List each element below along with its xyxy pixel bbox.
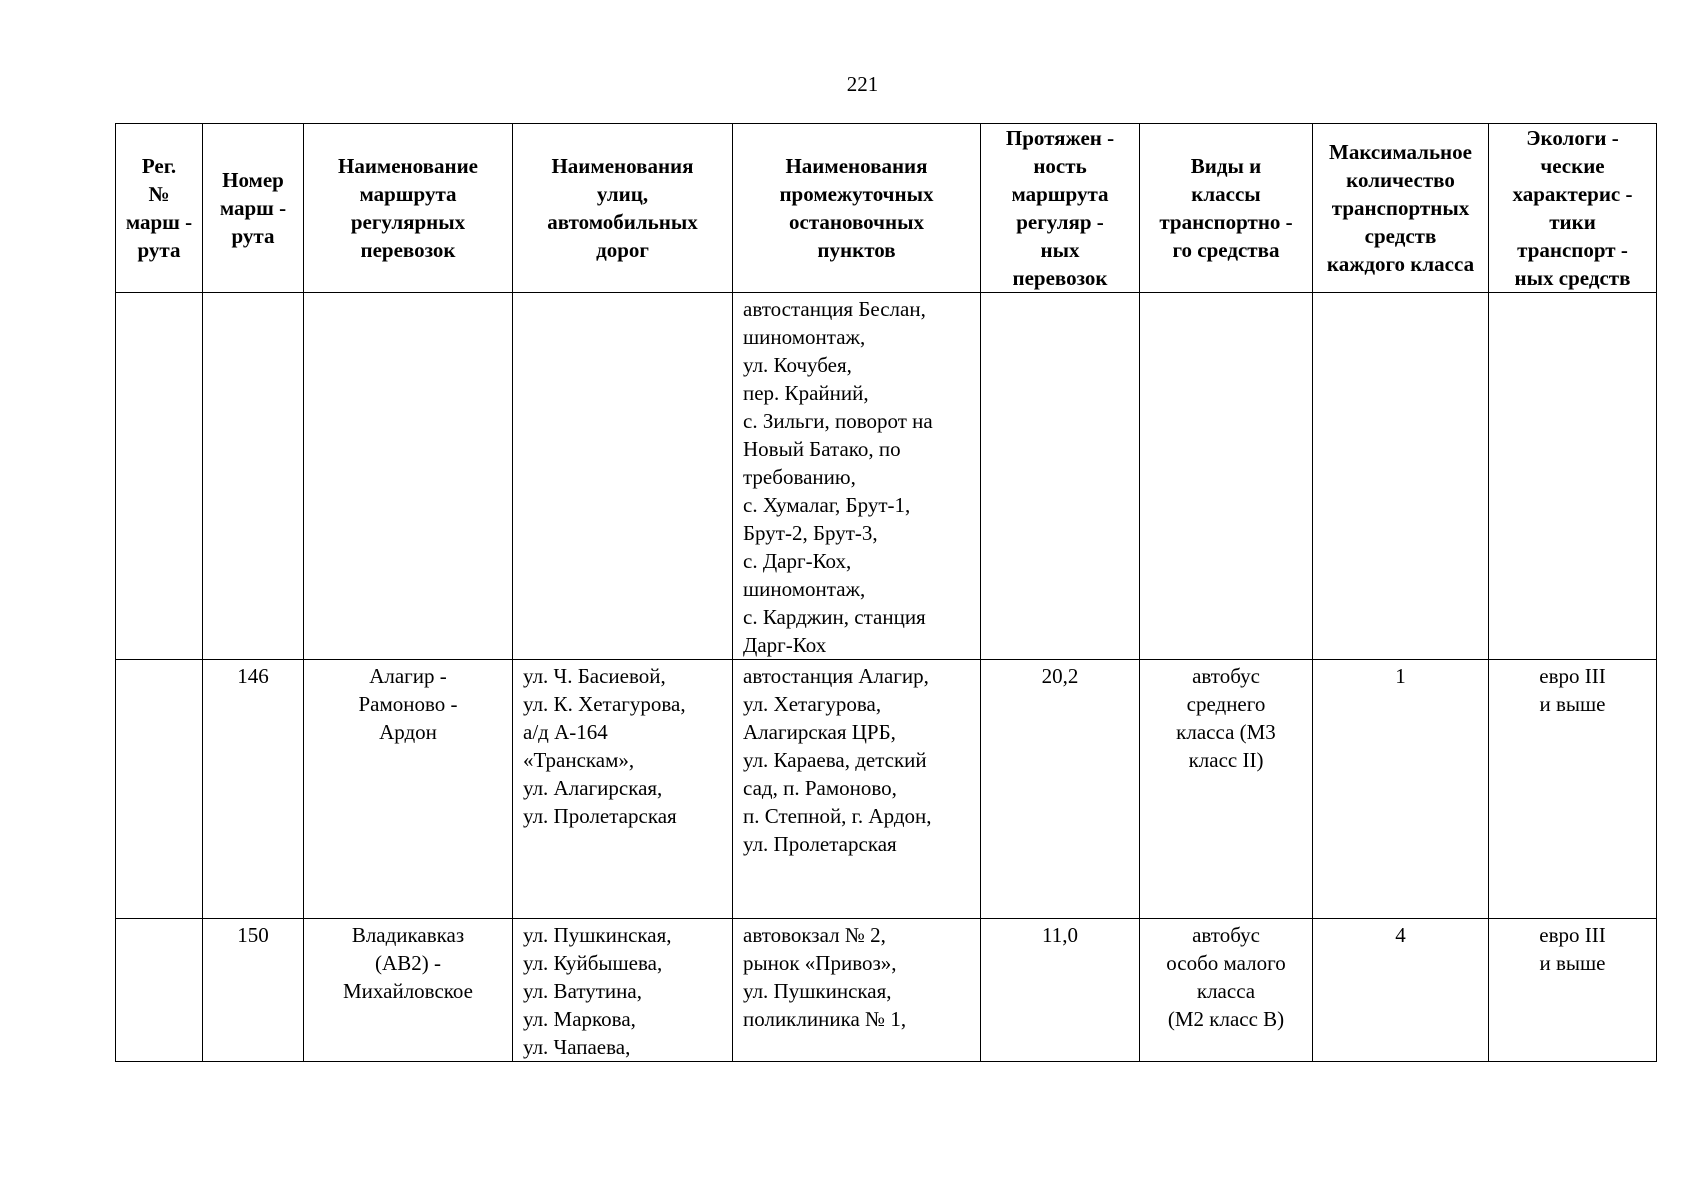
header-max-count: Максимальное количество транспортных средств каждого класса	[1313, 124, 1489, 293]
cell-length	[981, 293, 1140, 660]
header-eco-class: Экологи - ческие характерис - тики транспорт - ных средств	[1489, 124, 1657, 293]
header-route-name: Наименование маршрута регулярных перевозок	[304, 124, 513, 293]
cell-max-count: 4	[1313, 919, 1489, 1062]
cell-max-count: 1	[1313, 660, 1489, 919]
cell-eco: евро III и выше	[1489, 660, 1657, 919]
cell-number: 146	[203, 660, 304, 919]
cell-vehicle: автобус среднего класса (М3 класс II)	[1140, 660, 1313, 919]
cell-reg	[116, 919, 203, 1062]
page-number: 221	[846, 72, 879, 96]
cell-vehicle: автобус особо малого класса (М2 класс В)	[1140, 919, 1313, 1062]
cell-stops: автовокзал № 2, рынок «Привоз», ул. Пушкинская, поликлиника № 1,	[733, 919, 981, 1062]
cell-stops: автостанция Беслан, шиномонтаж, ул. Кочубея, пер. Крайний, с. Зильги, поворот на Новый Батако, по требованию, с. Хумалаг, Брут-1, Брут-2, Брут-3, с. Дарг-Кох, шиномонтаж, с. Карджин, станция Дарг-Кох	[733, 293, 981, 660]
cell-reg	[116, 660, 203, 919]
cell-number	[203, 293, 304, 660]
cell-number: 150	[203, 919, 304, 1062]
header-streets: Наименования улиц, автомобильных дорог	[513, 124, 733, 293]
header-route-number: Номер марш - рута	[203, 124, 304, 293]
cell-stops: автостанция Алагир, ул. Хетагурова, Алагирская ЦРБ, ул. Караева, детский сад, п. Рамоново, п. Степной, г. Ардон, ул. Пролетарская	[733, 660, 981, 919]
header-length: Протяжен - ность маршрута регуляр - ных перевозок	[981, 124, 1140, 293]
cell-streets: ул. Ч. Басиевой, ул. К. Хетагурова, а/д А-164 «Транскам», ул. Алагирская, ул. Пролетарская	[513, 660, 733, 919]
cell-streets: ул. Пушкинская, ул. Куйбышева, ул. Ватутина, ул. Маркова, ул. Чапаева,	[513, 919, 733, 1062]
cell-route-name	[304, 293, 513, 660]
header-reg-number: Рег. № марш - рута	[116, 124, 203, 293]
cell-length: 20,2	[981, 660, 1140, 919]
cell-max-count	[1313, 293, 1489, 660]
cell-eco: евро III и выше	[1489, 919, 1657, 1062]
header-stops: Наименования промежуточных остановочных пунктов	[733, 124, 981, 293]
routes-table	[115, 123, 1657, 1062]
table-row	[116, 293, 1657, 660]
cell-reg	[116, 293, 203, 660]
cell-eco	[1489, 293, 1657, 660]
table-row	[116, 660, 1657, 919]
cell-route-name: Владикавказ (АВ2) - Михайловское	[304, 919, 513, 1062]
cell-streets	[513, 293, 733, 660]
cell-route-name: Алагир - Рамоново - Ардон	[304, 660, 513, 919]
table-row	[116, 919, 1657, 1062]
cell-length: 11,0	[981, 919, 1140, 1062]
header-vehicle-types: Виды и классы транспортно - го средства	[1140, 124, 1313, 293]
cell-vehicle	[1140, 293, 1313, 660]
header-row	[116, 124, 1657, 293]
